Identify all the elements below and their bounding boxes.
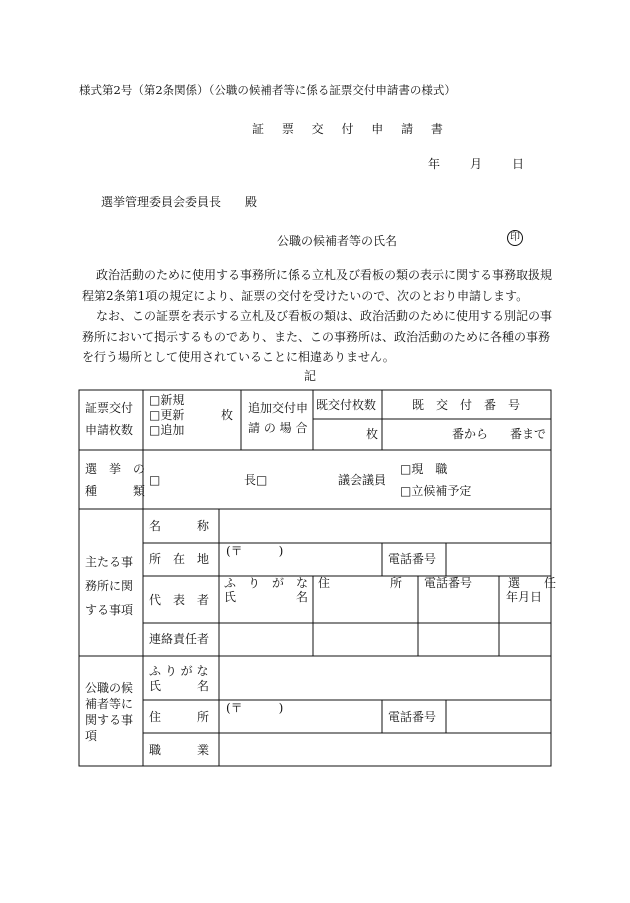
candidate-name-label: 氏 名 xyxy=(149,679,210,693)
planned-candidate-checkbox[interactable]: □立候補予定 xyxy=(400,484,472,498)
month-label: 月 xyxy=(470,157,483,171)
sheet-unit: 枚 xyxy=(221,408,234,422)
office-label-2: 務所に関 xyxy=(85,579,134,593)
rep-kana-label: ふ り が な xyxy=(224,576,309,590)
seal-mark: 印 xyxy=(507,230,523,246)
number-from-label: 番から xyxy=(452,427,489,441)
addressee: 選挙管理委員会委員長 殿 xyxy=(101,195,258,209)
contact-person-label: 連絡責任者 xyxy=(149,632,210,646)
number-to-label: 番まで xyxy=(510,427,547,441)
candidate-phone-label: 電話番号 xyxy=(388,710,437,724)
additional-issue-label-1: 追加交付申 xyxy=(248,401,309,415)
candidate-kana-label: ふ り が な xyxy=(149,664,209,678)
rep-address-label: 住 所 xyxy=(318,576,403,590)
rep-name-label: 氏 名 xyxy=(224,590,309,604)
election-type-label-2: 種 類 xyxy=(85,484,146,498)
office-postal-code: (〒 ) xyxy=(226,544,284,558)
chief-checkbox[interactable]: 長□ xyxy=(244,473,268,487)
candidate-label-4: 項 xyxy=(85,729,98,743)
assembly-member-label: 議会議員 xyxy=(338,473,387,487)
ki-label: 記 xyxy=(304,369,317,383)
option-new[interactable]: □新規 xyxy=(149,393,185,407)
election-checkbox[interactable]: □ xyxy=(149,473,161,487)
candidate-label-3: 関する事 xyxy=(85,713,134,727)
candidate-address-label: 住 所 xyxy=(149,710,210,724)
candidate-postal-code: (〒 ) xyxy=(226,701,284,715)
office-address-label: 所 在 地 xyxy=(149,552,210,566)
incumbent-checkbox[interactable]: □現 職 xyxy=(400,462,448,476)
office-name-label: 名 称 xyxy=(149,519,210,533)
election-type-label-1: 選 挙 の xyxy=(85,462,146,476)
option-renew[interactable]: □更新 xyxy=(149,408,185,422)
appointment-date-label-2: 年月日 xyxy=(506,590,543,604)
issued-numbers-label: 既 交 付 番 号 xyxy=(412,398,521,412)
issued-count-unit: 枚 xyxy=(366,427,379,441)
issued-count-label: 既交付枚数 xyxy=(316,398,377,412)
day-label: 日 xyxy=(512,157,525,171)
additional-issue-label-2: 請 の 場 合 xyxy=(248,421,308,435)
candidate-label-1: 公職の候 xyxy=(85,681,134,695)
issue-count-label-1: 証票交付 xyxy=(85,401,134,415)
rep-phone-label: 電話番号 xyxy=(424,576,473,590)
office-phone-label: 電話番号 xyxy=(388,552,437,566)
representative-label: 代 表 者 xyxy=(149,593,210,607)
paragraph-1: 政治活動のために使用する事務所に係る立札及び看板の類の表示に関する事務取扱規程第2条第1項の規定により、証票の交付を受けたいので、次のとおり申請します。 xyxy=(82,268,553,303)
issue-count-label-2: 申請枚数 xyxy=(85,423,134,437)
applicant-name-label: 公職の候補者等の氏名 xyxy=(277,234,398,248)
office-label-1: 主たる事 xyxy=(85,555,134,569)
candidate-label-2: 補者等に xyxy=(85,697,134,711)
form-number-label: 様式第2号（第2条関係）（公職の候補者等に係る証票交付申請書の様式） xyxy=(79,83,456,97)
year-label: 年 xyxy=(428,157,441,171)
document-title: 証 票 交 付 申 請 書 xyxy=(252,122,450,136)
office-label-3: する事項 xyxy=(85,603,134,617)
appointment-date-label-1: 選 任 xyxy=(508,576,557,590)
paragraph-2: なお、この証票を表示する立札及び看板の類は、政治活動のために使用する別記の事務所において掲示するものであり、また、この事務所は、政治活動のために各種の事務を行う場所として使用されていることに相違ありません。 xyxy=(82,309,553,364)
option-add[interactable]: □追加 xyxy=(149,423,185,437)
occupation-label: 職 業 xyxy=(149,743,210,757)
